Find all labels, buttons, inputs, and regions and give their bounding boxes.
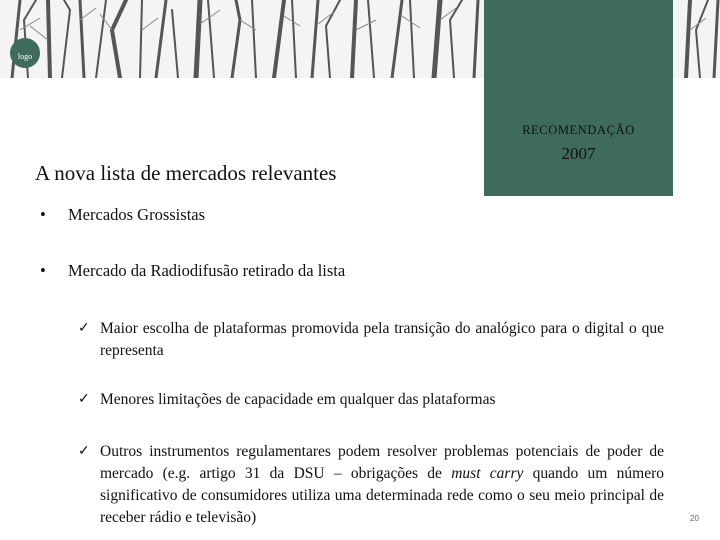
- bullet-text: Mercados Grossistas: [68, 205, 206, 224]
- checkmark-icon: ✓: [78, 444, 90, 459]
- recommendation-label: RECOMENDAÇÃO: [522, 123, 635, 137]
- page-number: 20: [690, 514, 699, 523]
- check-text-part: Outros instrumentos regulamentares podem resolver problemas potenciais de poder de mercado (e.g. artigo 31 da DSU – obrigações de: [100, 443, 664, 482]
- check-text: Maior escolha de plataformas promovida pela transição do analógico para o digital o que representa: [100, 320, 664, 359]
- bullet-glyph: •: [40, 261, 46, 280]
- check-text-italic: must carry: [451, 465, 524, 482]
- logo-text: logo: [17, 52, 33, 61]
- checkmark-icon: ✓: [78, 392, 90, 407]
- check-item: [78, 389, 664, 411]
- check-item: [78, 441, 664, 529]
- recommendation-panel: [484, 0, 673, 196]
- company-logo-icon: [8, 36, 42, 70]
- bullet-item: [40, 205, 205, 225]
- checkmark-icon: ✓: [78, 321, 90, 336]
- check-text-part: quando um número significativo de consumidores utiliza uma determinada rede como o seu meio principal de receber rádio e televisão): [100, 465, 664, 526]
- check-item: [78, 318, 664, 362]
- slide-title: A nova lista de mercados relevantes: [35, 161, 337, 185]
- recommendation-label-group: [484, 118, 673, 166]
- bullet-text: Mercado da Radiodifusão retirado da lista: [68, 261, 346, 280]
- check-text: Menores limitações de capacidade em qualquer das plataformas: [100, 391, 496, 408]
- bullet-item: [40, 261, 345, 281]
- check-text: [100, 441, 664, 529]
- recommendation-year: 2007: [561, 144, 596, 163]
- bullet-glyph: •: [40, 205, 46, 224]
